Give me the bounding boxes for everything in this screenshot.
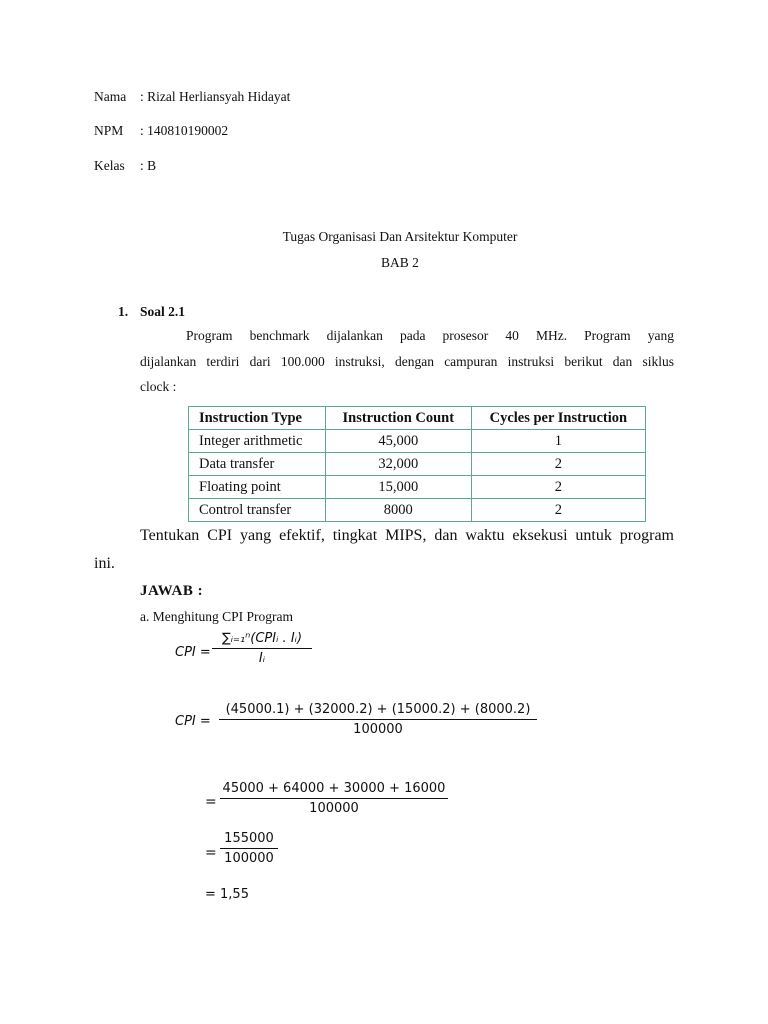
step2-denominator: 100000 — [309, 801, 359, 816]
step2-numerator: 45000 + 64000 + 30000 + 16000 — [222, 781, 446, 796]
table-header-cell: Instruction Type — [189, 407, 326, 430]
soal-title: Soal 2.1 — [140, 304, 186, 319]
equals-sign-step2: = — [205, 794, 217, 810]
step1-fraction — [219, 702, 537, 737]
soal-paragraph-line-1: Program benchmark dijalankan pada prosesor 40 MHz. Program yang — [186, 328, 674, 343]
doc-title: Tugas Organisasi Dan Arsitektur Komputer — [282, 229, 518, 244]
kelas-value: : B — [140, 158, 157, 173]
question-line-1: Tentukan CPI yang efektif, tingkat MIPS, dan waktu eksekusi untuk program — [140, 527, 674, 544]
table-cell: 1 — [471, 430, 645, 453]
table-cell: 8000 — [325, 499, 471, 522]
step3-fraction — [220, 831, 278, 866]
nama-label: Nama — [94, 89, 127, 104]
sub-question-a: a. Menghitung CPI Program — [140, 609, 293, 624]
cpi-formula-denominator: Iᵢ — [258, 651, 266, 666]
npm-value: : 140810190002 — [140, 123, 229, 138]
table-cell: Floating point — [189, 476, 326, 499]
table-cell: Integer arithmetic — [189, 430, 326, 453]
kelas-label: Kelas — [94, 158, 125, 173]
cpi-label: CPI = — [175, 645, 211, 660]
step3-numerator: 155000 — [224, 831, 274, 846]
table-header-row — [189, 407, 646, 430]
soal-paragraph-line-2: dijalankan terdiri dari 100.000 instruksi, dengan campuran instruksi berikut dan siklus — [140, 354, 674, 369]
equals-sign-step3: = — [205, 845, 217, 861]
table-row — [189, 476, 646, 499]
table-row — [189, 430, 646, 453]
question-line-2: ini. — [94, 555, 115, 572]
instruction-table — [188, 406, 646, 522]
table-cell: 15,000 — [325, 476, 471, 499]
step1-numerator: (45000.1) + (32000.2) + (15000.2) + (8000.2) — [225, 702, 531, 717]
step1-denominator: 100000 — [353, 722, 403, 737]
nama-value: : Rizal Herliansyah Hidayat — [140, 89, 291, 104]
cpi-formula-fraction — [212, 631, 312, 666]
table-row — [189, 499, 646, 522]
table-cell: 2 — [471, 476, 645, 499]
step3-denominator: 100000 — [224, 851, 274, 866]
answer-heading: JAWAB : — [140, 583, 204, 599]
table-cell: Control transfer — [189, 499, 326, 522]
soal-paragraph-line-3: clock : — [140, 379, 177, 394]
npm-label: NPM — [94, 123, 124, 138]
soal-number: 1. — [118, 304, 129, 319]
doc-subtitle: BAB 2 — [381, 255, 419, 270]
table-cell: Data transfer — [189, 453, 326, 476]
table-cell: 2 — [471, 453, 645, 476]
table-header-cell: Instruction Count — [325, 407, 471, 430]
table-cell: 32,000 — [325, 453, 471, 476]
step2-fraction — [220, 781, 448, 816]
cpi-formula-numerator: ∑ᵢ₌₁ⁿ(CPIᵢ . Iᵢ) — [221, 631, 303, 646]
table-row — [189, 453, 646, 476]
table-cell: 2 — [471, 499, 645, 522]
cpi-result: = 1,55 — [205, 887, 249, 902]
table-cell: 45,000 — [325, 430, 471, 453]
cpi-label-step1: CPI = — [175, 714, 211, 729]
table-header-cell: Cycles per Instruction — [471, 407, 645, 430]
